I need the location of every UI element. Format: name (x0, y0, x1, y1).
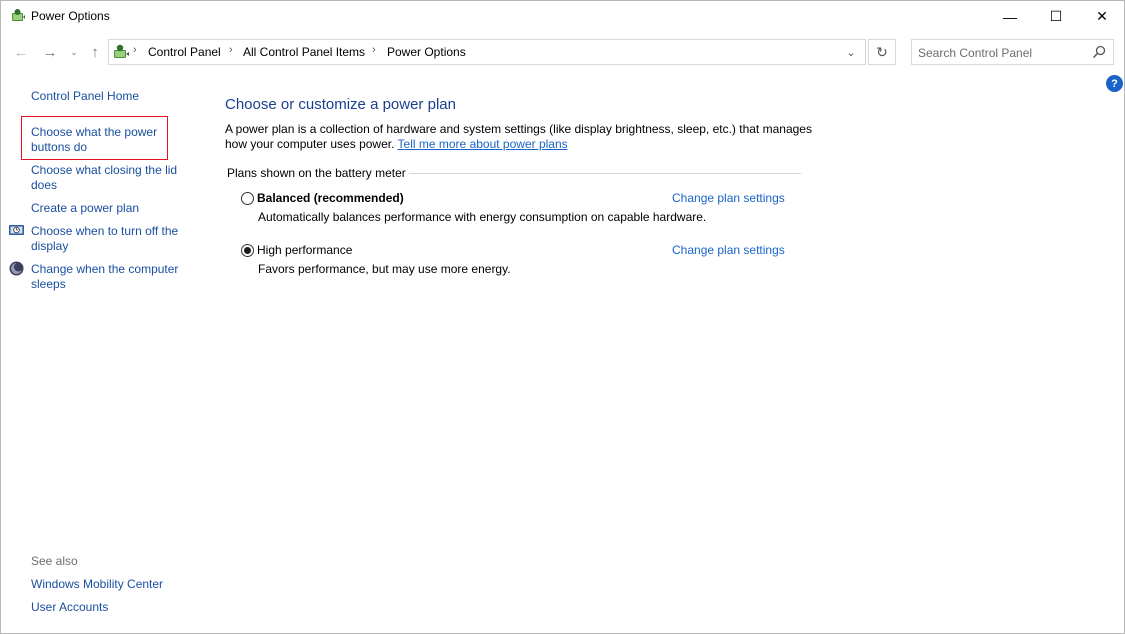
navigation-bar (1, 32, 1124, 72)
sleep-moon-icon (8, 260, 25, 277)
balanced-plan-name[interactable]: Balanced (recommended) (257, 191, 404, 205)
control-panel-icon (112, 44, 130, 61)
user-accounts-link[interactable]: User Accounts (31, 600, 109, 614)
close-button[interactable]: ✕ (1096, 8, 1108, 24)
group-divider (409, 173, 801, 174)
plans-group-label: Plans shown on the battery meter (227, 166, 406, 180)
breadcrumb-control-panel[interactable]: Control Panel (148, 45, 221, 59)
forward-arrow-icon[interactable]: → (42, 43, 58, 61)
maximize-button[interactable]: ☐ (1049, 8, 1063, 24)
balanced-plan-description: Automatically balances performance with energy consumption on capable hardware. (258, 210, 707, 224)
address-bar[interactable] (108, 39, 866, 65)
display-monitor-icon (8, 222, 25, 239)
tell-me-more-link[interactable]: Tell me more about power plans (397, 137, 568, 151)
refresh-icon[interactable]: ↻ (868, 39, 896, 65)
help-icon[interactable]: ? (1106, 75, 1123, 92)
link-line: sleeps (31, 277, 66, 291)
link-line: display (31, 239, 69, 253)
title-bar (1, 1, 1124, 32)
choose-power-buttons-link[interactable] (31, 125, 157, 155)
link-line: Create a power plan (31, 201, 140, 215)
search-input[interactable] (918, 44, 1083, 61)
up-arrow-icon[interactable]: ↑ (91, 43, 99, 61)
breadcrumb-power-options[interactable]: Power Options (387, 45, 466, 59)
description-text: how your computer uses power. (225, 137, 398, 151)
control-panel-home-link[interactable]: Control Panel Home (31, 89, 140, 103)
search-box[interactable] (911, 39, 1114, 65)
high-performance-change-plan-settings-link[interactable]: Change plan settings (672, 243, 785, 257)
link-line: Choose what the power (31, 125, 158, 139)
balanced-change-plan-settings-link[interactable]: Change plan settings (672, 191, 785, 205)
back-arrow-icon[interactable]: ← (13, 43, 29, 61)
choose-turn-off-display-link[interactable] (31, 224, 178, 254)
high-performance-plan-name[interactable]: High performance (257, 243, 353, 257)
balanced-plan-radio[interactable] (241, 192, 254, 205)
window-title: Power Options (31, 9, 110, 23)
breadcrumb-all-items[interactable]: All Control Panel Items (243, 45, 366, 59)
description-line (225, 137, 825, 152)
windows-mobility-center-link[interactable]: Windows Mobility Center (31, 577, 164, 591)
link-line: buttons do (31, 140, 88, 154)
page-title: Choose or customize a power plan (225, 96, 456, 113)
create-power-plan-link[interactable] (31, 201, 139, 216)
link-line: Change when the computer (31, 262, 179, 276)
power-options-app-icon (10, 8, 26, 24)
breadcrumb-separator-icon: › (372, 44, 376, 56)
breadcrumb-separator-icon: › (229, 44, 233, 56)
description-line: A power plan is a collection of hardware and system settings (like display brightness, sleep, etc.) that manages (225, 122, 812, 136)
recent-locations-chevron-icon[interactable]: ⌄ (70, 46, 78, 57)
link-line: does (31, 178, 58, 192)
minimize-button[interactable]: — (1003, 8, 1017, 25)
high-performance-plan-radio[interactable] (241, 244, 254, 257)
high-performance-plan-description: Favors performance, but may use more energy. (258, 262, 511, 276)
page-description (225, 122, 825, 152)
breadcrumb-separator-icon: › (133, 44, 137, 56)
see-also-label: See also (31, 554, 78, 568)
change-computer-sleeps-link[interactable] (31, 262, 178, 292)
address-dropdown-chevron-icon[interactable]: ⌄ (846, 46, 856, 59)
search-icon[interactable] (1091, 44, 1107, 60)
link-line: Choose what closing the lid (31, 163, 178, 177)
choose-closing-lid-link[interactable] (31, 163, 177, 193)
link-line: Choose when to turn off the (31, 224, 179, 238)
